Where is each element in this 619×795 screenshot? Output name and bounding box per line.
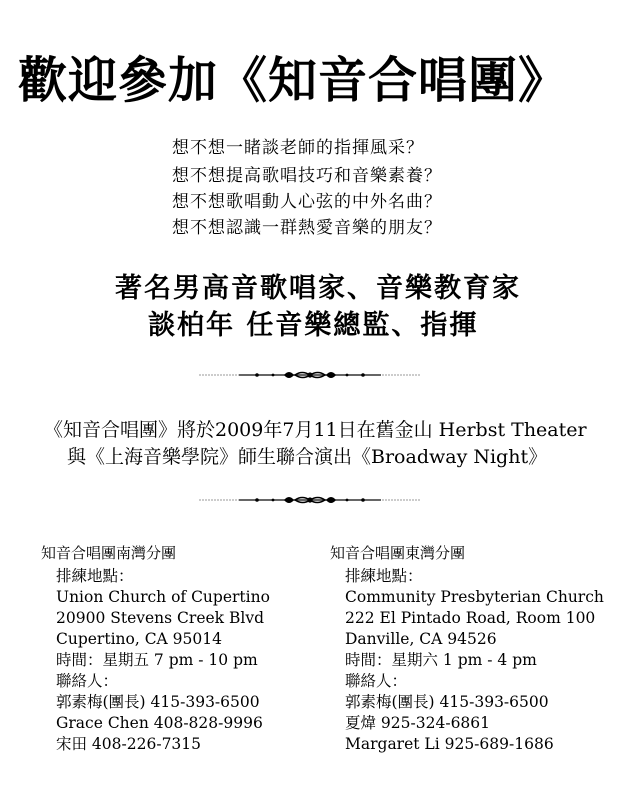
venue-label: 排練地點： [345,567,423,585]
east-bay-branch [330,543,604,755]
performance-line: 《知音合唱團》將於2009年7月11日在舊金山 Herbst Theater [44,419,587,441]
contact-line: Grace Chen 408-828-9996 [56,714,263,732]
ornament-divider [199,369,421,381]
contact-label: 聯絡人： [56,672,119,690]
question-line: 想不想歌唱動人心弦的中外名曲？ [172,192,442,212]
performance-line: 與《上海音樂學院》師生聯合演出《Broadway Night》 [67,446,548,468]
question-line: 想不想一睹談老師的指揮風采？ [172,138,424,158]
address-line: Danville, CA 94526 [345,630,497,648]
address-line: 20900 Stevens Creek Blvd [56,609,265,627]
branch-heading: 知音合唱團東灣分團 [330,544,466,562]
contact-line: 夏煒 925-324-6861 [345,714,491,732]
director-name: 談柏年 任音樂總監、指揮 [148,310,479,341]
contact-line: Margaret Li 925-689-1686 [345,735,554,753]
venue-name: Community Presbyterian Church [345,588,604,606]
page-title: 歡迎參加《知音合唱團》 [18,51,569,109]
question-line: 想不想認識一群熱愛音樂的朋友？ [172,218,442,238]
contact-line: 郭素梅(團長) 415-393-6500 [345,693,549,711]
contact-line: 郭素梅(團長) 415-393-6500 [56,693,260,711]
rehearsal-time: 時間：星期六 1 pm - 4 pm [345,651,537,669]
venue-label: 排練地點： [56,567,134,585]
address-line: Cupertino, CA 95014 [56,630,222,648]
south-bay-branch [41,543,270,755]
address-line: 222 El Pintado Road, Room 100 [345,609,596,627]
contact-line: 宋田 408-226-7315 [56,735,202,753]
director-title: 著名男高音歌唱家、音樂教育家 [115,273,521,304]
branch-heading: 知音合唱團南灣分團 [41,544,177,562]
rehearsal-time: 時間：星期五 7 pm - 10 pm [56,651,258,669]
contact-label: 聯絡人： [345,672,408,690]
ornament-divider [199,494,421,506]
question-line: 想不想提高歌唱技巧和音樂素養？ [172,166,442,186]
venue-name: Union Church of Cupertino [56,588,270,606]
